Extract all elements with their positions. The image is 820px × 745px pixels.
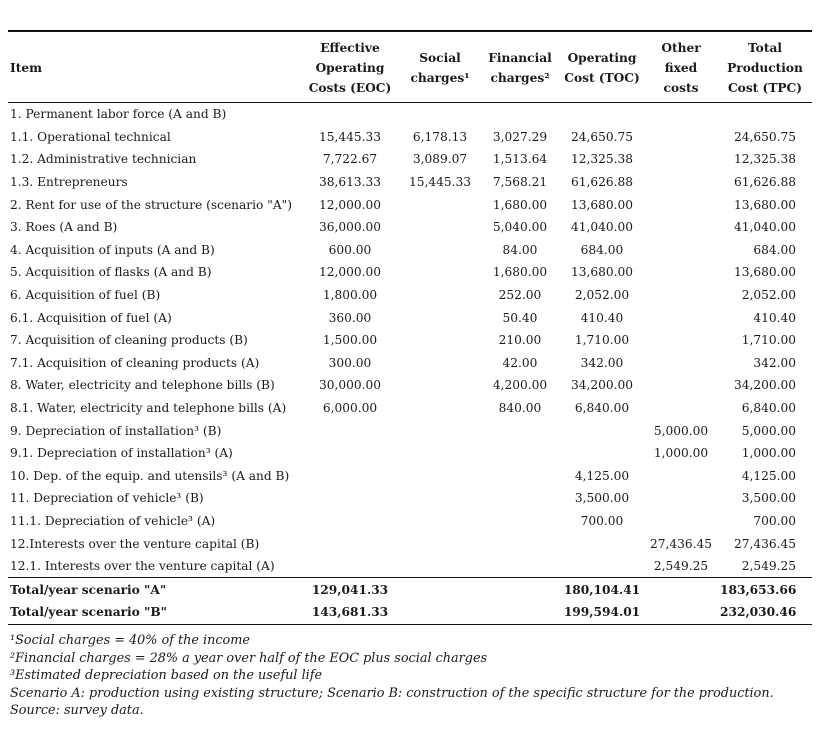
cell-eoc <box>300 555 400 578</box>
cell-other-fixed-costs <box>644 329 718 352</box>
cell-operating-cost <box>560 442 644 465</box>
table-row <box>8 419 812 442</box>
cell-operating-cost: 13,680.00 <box>570 265 634 280</box>
cell-total-production-cost: 5,000.00 <box>741 423 796 438</box>
cell-financial-charges: 252.00 <box>498 288 542 303</box>
cell-item: 7. Acquisition of cleaning products (B) <box>10 333 248 348</box>
cell-eoc <box>300 442 400 465</box>
cell-other-fixed-costs <box>644 352 718 375</box>
cell-other-fixed-costs <box>644 306 718 329</box>
footnote-financial-charges: ²Financial charges = 28% a year over half of the EOC plus social charges <box>10 650 488 666</box>
cell-social-charges <box>400 442 480 465</box>
cell-operating-cost: 180,104.41 <box>563 582 641 597</box>
cell-eoc <box>300 465 400 488</box>
header-item: Item <box>10 61 42 75</box>
cell-item: 11.1. Depreciation of vehicle³ (A) <box>10 513 216 528</box>
cell-item: 1.2. Administrative technician <box>10 152 197 167</box>
cell-other-fixed-costs <box>644 261 718 284</box>
table-row <box>8 532 812 555</box>
cell-operating-cost <box>560 555 644 578</box>
cell-item: 1.1. Operational technical <box>10 129 171 144</box>
cell-item: 6.1. Acquisition of fuel (A) <box>10 310 172 325</box>
cell-item: Total/year scenario "B" <box>10 605 168 620</box>
cell-eoc <box>300 532 400 555</box>
cell-eoc <box>300 103 400 126</box>
cell-item: 11. Depreciation of vehicle³ (B) <box>10 491 204 506</box>
cell-financial-charges: 1,680.00 <box>492 265 548 280</box>
cell-item: Total/year scenario "A" <box>10 582 167 597</box>
total-row <box>8 601 812 624</box>
cost-table <box>8 30 812 625</box>
cell-other-fixed-costs <box>644 510 718 533</box>
cell-social-charges <box>400 465 480 488</box>
cell-other-fixed-costs <box>644 239 718 262</box>
cell-operating-cost: 3,500.00 <box>574 491 630 506</box>
header-row <box>8 31 812 103</box>
cell-financial-charges: 50.40 <box>502 310 538 325</box>
cell-financial-charges: 840.00 <box>498 401 542 416</box>
cell-eoc: 12,000.00 <box>318 265 382 280</box>
cell-social-charges <box>400 284 480 307</box>
total-row <box>8 578 812 601</box>
cell-social-charges <box>400 555 480 578</box>
table-row <box>8 374 812 397</box>
header-eoc: Effective Operating Costs (EOC) <box>308 41 392 95</box>
cell-total-production-cost <box>718 103 812 126</box>
cell-financial-charges <box>480 578 560 601</box>
cell-financial-charges <box>480 555 560 578</box>
table-row <box>8 148 812 171</box>
cell-total-production-cost: 342.00 <box>753 355 796 370</box>
cell-total-production-cost: 684.00 <box>753 242 796 257</box>
cell-operating-cost: 4,125.00 <box>574 468 630 483</box>
cell-social-charges <box>400 397 480 420</box>
cell-financial-charges: 7,568.21 <box>492 175 548 190</box>
cell-operating-cost: 34,200.00 <box>570 378 634 393</box>
cell-eoc: 600.00 <box>328 242 372 257</box>
cell-operating-cost: 41,040.00 <box>570 220 634 235</box>
cell-other-fixed-costs: 1,000.00 <box>653 446 709 461</box>
header-other-fixed-costs: Other fixed costs <box>661 41 701 95</box>
cell-total-production-cost: 183,653.66 <box>720 582 797 597</box>
header-financial-charges: Financial charges² <box>488 51 552 85</box>
footnote-depreciation: ³Estimated depreciation based on the useful life <box>10 668 323 683</box>
header-social-charges: Social charges¹ <box>410 51 470 85</box>
cell-total-production-cost: 3,500.00 <box>741 491 796 506</box>
cell-item: 7.1. Acquisition of cleaning products (A) <box>10 355 260 370</box>
cell-financial-charges: 210.00 <box>498 333 542 348</box>
cell-social-charges <box>400 352 480 375</box>
table-row <box>8 329 812 352</box>
cell-other-fixed-costs: 2,549.25 <box>653 559 709 574</box>
table-body <box>8 103 812 625</box>
cell-item: 5. Acquisition of flasks (A and B) <box>10 265 212 280</box>
cell-social-charges <box>400 216 480 239</box>
cell-financial-charges <box>480 487 560 510</box>
cell-operating-cost: 24,650.75 <box>570 129 634 144</box>
cell-social-charges <box>400 374 480 397</box>
cell-social-charges <box>400 329 480 352</box>
cell-eoc: 300.00 <box>328 355 372 370</box>
cell-other-fixed-costs <box>644 284 718 307</box>
cell-eoc: 1,500.00 <box>322 333 378 348</box>
table-row <box>8 216 812 239</box>
cell-eoc: 30,000.00 <box>318 378 382 393</box>
cell-financial-charges: 1,680.00 <box>492 197 548 212</box>
cell-financial-charges <box>480 103 560 126</box>
table-row <box>8 510 812 533</box>
cell-financial-charges <box>480 532 560 555</box>
cell-total-production-cost: 2,549.25 <box>741 559 796 574</box>
cell-financial-charges <box>480 465 560 488</box>
cell-item: 3. Roes (A and B) <box>10 220 118 235</box>
cell-social-charges: 3,089.07 <box>412 152 468 167</box>
cell-item: 10. Dep. of the equip. and utensils³ (A and B) <box>10 468 290 483</box>
footnote-scenarios: Scenario A: production using existing structure; Scenario B: construction of the specific structure for the production. Source: survey data. <box>10 685 774 718</box>
cell-social-charges <box>400 103 480 126</box>
table-row <box>8 397 812 420</box>
cell-eoc <box>300 487 400 510</box>
cell-operating-cost: 1,710.00 <box>574 333 630 348</box>
cell-total-production-cost: 232,030.46 <box>720 605 797 620</box>
cell-operating-cost <box>560 419 644 442</box>
cell-item: 1.3. Entrepreneurs <box>10 175 128 190</box>
cell-eoc: 360.00 <box>328 310 372 325</box>
cell-total-production-cost: 12,325.38 <box>733 152 796 167</box>
cell-other-fixed-costs <box>644 103 718 126</box>
table-row <box>8 306 812 329</box>
cell-operating-cost: 199,594.01 <box>563 605 641 620</box>
cell-item: 4. Acquisition of inputs (A and B) <box>10 242 215 257</box>
cell-social-charges <box>400 487 480 510</box>
cell-operating-cost: 12,325.38 <box>570 152 634 167</box>
cell-total-production-cost: 4,125.00 <box>741 468 796 483</box>
cell-financial-charges <box>480 442 560 465</box>
cell-total-production-cost: 24,650.75 <box>733 129 796 144</box>
cell-item: 1. Permanent labor force (A and B) <box>10 107 227 122</box>
cell-eoc <box>300 419 400 442</box>
cell-operating-cost <box>560 103 644 126</box>
cell-eoc <box>300 510 400 533</box>
cell-operating-cost: 2,052.00 <box>574 288 630 303</box>
cell-other-fixed-costs <box>644 374 718 397</box>
table-row <box>8 555 812 578</box>
cell-eoc: 12,000.00 <box>318 197 382 212</box>
cell-item: 8.1. Water, electricity and telephone bills (A) <box>10 401 287 416</box>
cell-social-charges <box>400 419 480 442</box>
cell-social-charges <box>400 193 480 216</box>
cell-social-charges <box>400 578 480 601</box>
cell-item: 8. Water, electricity and telephone bills (B) <box>10 378 275 393</box>
cell-other-fixed-costs <box>644 126 718 149</box>
cell-total-production-cost: 61,626.88 <box>733 175 796 190</box>
footnotes <box>10 632 812 720</box>
table-row <box>8 239 812 262</box>
cell-other-fixed-costs <box>644 216 718 239</box>
header-total-production-cost: Total Production Cost (TPC) <box>727 41 803 95</box>
cell-item: 9. Depreciation of installation³ (B) <box>10 423 222 438</box>
cell-total-production-cost: 410.40 <box>753 310 796 325</box>
cell-eoc: 6,000.00 <box>322 401 378 416</box>
cell-item: 6. Acquisition of fuel (B) <box>10 288 161 303</box>
cell-total-production-cost: 700.00 <box>753 513 796 528</box>
cell-eoc: 15,445.33 <box>318 129 382 144</box>
cell-financial-charges <box>480 601 560 624</box>
cell-eoc: 1,800.00 <box>322 288 378 303</box>
cell-financial-charges: 3,027.29 <box>492 129 548 144</box>
cell-other-fixed-costs <box>644 148 718 171</box>
cell-other-fixed-costs <box>644 578 718 601</box>
table-row <box>8 171 812 194</box>
cell-operating-cost: 410.40 <box>580 310 624 325</box>
cell-social-charges <box>400 239 480 262</box>
cell-operating-cost: 13,680.00 <box>570 197 634 212</box>
cell-total-production-cost: 13,680.00 <box>733 265 796 280</box>
table-row <box>8 465 812 488</box>
cell-operating-cost <box>560 532 644 555</box>
cell-other-fixed-costs: 5,000.00 <box>653 423 709 438</box>
cell-operating-cost: 700.00 <box>580 513 624 528</box>
cell-eoc: 36,000.00 <box>318 220 382 235</box>
cell-eoc: 143,681.33 <box>311 605 389 620</box>
cell-item: 12.Interests over the venture capital (B) <box>10 536 260 551</box>
cell-total-production-cost: 27,436.45 <box>733 536 796 551</box>
cell-total-production-cost: 6,840.00 <box>741 401 796 416</box>
cell-total-production-cost: 41,040.00 <box>733 220 796 235</box>
header-operating-cost: Operating Cost (TOC) <box>564 51 640 85</box>
table-row <box>8 284 812 307</box>
footnote-social-charges: ¹Social charges = 40% of the income <box>10 633 250 648</box>
table-row <box>8 487 812 510</box>
cell-financial-charges: 4,200.00 <box>492 378 548 393</box>
cell-other-fixed-costs <box>644 601 718 624</box>
cell-item: 9.1. Depreciation of installation³ (A) <box>10 446 233 461</box>
cell-financial-charges: 84.00 <box>502 242 538 257</box>
table-row <box>8 103 812 126</box>
cell-financial-charges: 42.00 <box>502 355 538 370</box>
cell-item: 2. Rent for use of the structure (scenario "A") <box>10 197 292 212</box>
cell-total-production-cost: 34,200.00 <box>733 378 796 393</box>
cell-other-fixed-costs <box>644 465 718 488</box>
cell-other-fixed-costs <box>644 487 718 510</box>
cell-total-production-cost: 1,710.00 <box>741 333 796 348</box>
cell-social-charges: 15,445.33 <box>408 175 472 190</box>
cell-eoc: 7,722.67 <box>322 152 378 167</box>
table-row <box>8 442 812 465</box>
cell-eoc: 38,613.33 <box>318 175 382 190</box>
cell-total-production-cost: 13,680.00 <box>733 197 796 212</box>
cell-other-fixed-costs: 27,436.45 <box>649 536 713 551</box>
cell-social-charges: 6,178.13 <box>412 129 468 144</box>
cell-operating-cost: 684.00 <box>580 242 624 257</box>
table-row <box>8 126 812 149</box>
cell-operating-cost: 61,626.88 <box>570 175 634 190</box>
cell-financial-charges <box>480 510 560 533</box>
cell-social-charges <box>400 306 480 329</box>
cell-social-charges <box>400 532 480 555</box>
cell-other-fixed-costs <box>644 397 718 420</box>
cell-social-charges <box>400 510 480 533</box>
table-row <box>8 352 812 375</box>
table-row <box>8 193 812 216</box>
cell-total-production-cost: 1,000.00 <box>741 446 796 461</box>
cell-item: 12.1. Interests over the venture capital (A) <box>10 559 275 574</box>
cell-operating-cost: 6,840.00 <box>574 401 630 416</box>
cell-other-fixed-costs <box>644 193 718 216</box>
cell-total-production-cost: 2,052.00 <box>741 288 796 303</box>
cell-financial-charges: 1,513.64 <box>492 152 548 167</box>
cell-financial-charges <box>480 419 560 442</box>
table-row <box>8 261 812 284</box>
cell-social-charges <box>400 601 480 624</box>
cell-financial-charges: 5,040.00 <box>492 220 548 235</box>
cell-other-fixed-costs <box>644 171 718 194</box>
cell-social-charges <box>400 261 480 284</box>
cell-eoc: 129,041.33 <box>311 582 389 597</box>
cell-operating-cost: 342.00 <box>580 355 624 370</box>
